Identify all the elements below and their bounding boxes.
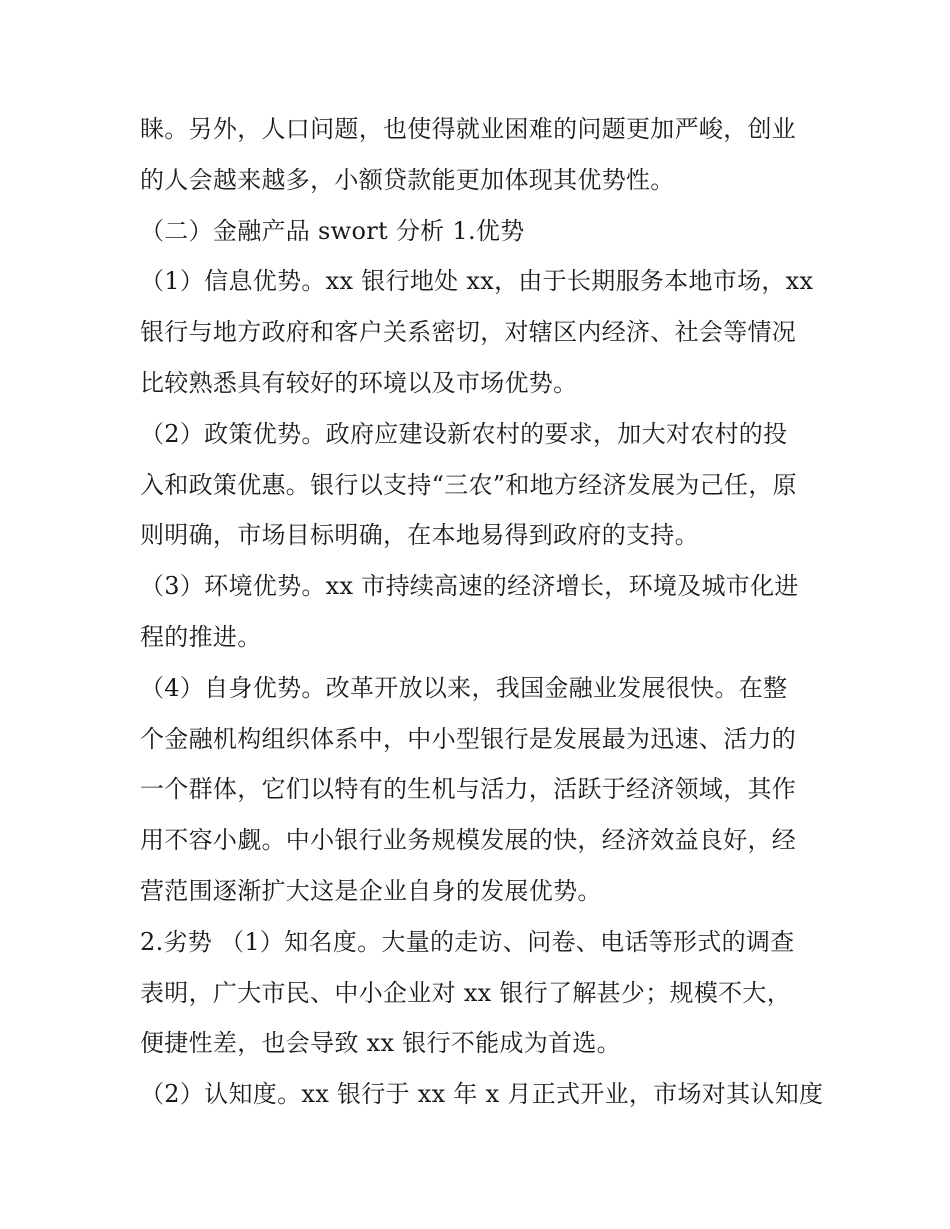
text-line: 比较熟悉具有较好的环境以及市场优势。 xyxy=(140,368,578,397)
text-line: （3）环境优势。xx 市持续高速的经济增长，环境及城市化进 xyxy=(140,572,799,601)
text-line: 用不容小觑。中小银行业务规模发展的快，经济效益良好，经 xyxy=(140,826,797,855)
text-line: 营范围逐渐扩大这是企业自身的发展优势。 xyxy=(140,876,602,905)
text-line: （1）信息优势。xx 银行地处 xx，由于长期服务本地市场，xx xyxy=(140,267,814,296)
text-line: 银行与地方政府和客户关系密切，对辖区内经济、社会等情况 xyxy=(140,318,797,347)
text-line: 的人会越来越多，小额贷款能更加体现其优势性。 xyxy=(140,165,675,194)
text-line: 睐。另外，人口问题，也使得就业困难的问题更加严峻，创业 xyxy=(140,115,797,143)
text-line: 一个群体，它们以特有的生机与活力，活跃于经济领域，其作 xyxy=(140,775,797,804)
section-heading: （二）金融产品 swort 分析 1.优势 xyxy=(140,216,525,245)
text-line: （4）自身优势。改革开放以来，我国金融业发展很快。在整 xyxy=(140,673,788,702)
text-line: （2）认知度。xx 银行于 xx 年 x 月正式开业，市场对其认知度 xyxy=(140,1080,824,1109)
text-line: 表明，广大市民、中小企业对 xx 银行了解甚少；规模不大， xyxy=(140,978,792,1007)
text-line: 则明确，市场目标明确，在本地易得到政府的支持。 xyxy=(140,521,699,550)
text-line: 便捷性差，也会导致 xx 银行不能成为首选。 xyxy=(140,1029,621,1058)
text-line: 个金融机构组织体系中，中小型银行是发展最为迅速、活力的 xyxy=(140,724,797,753)
document-body xyxy=(140,104,824,1120)
text-line: 程的推进。 xyxy=(140,622,262,651)
text-line: 2.劣势 （1）知名度。大量的走访、问卷、电话等形式的调查 xyxy=(140,927,795,956)
text-line: 入和政策优惠。银行以支持“三农”和地方经济发展为己任，原 xyxy=(140,470,797,499)
text-line: （2）政策优势。政府应建设新农村的要求，加大对农村的投 xyxy=(140,419,788,448)
